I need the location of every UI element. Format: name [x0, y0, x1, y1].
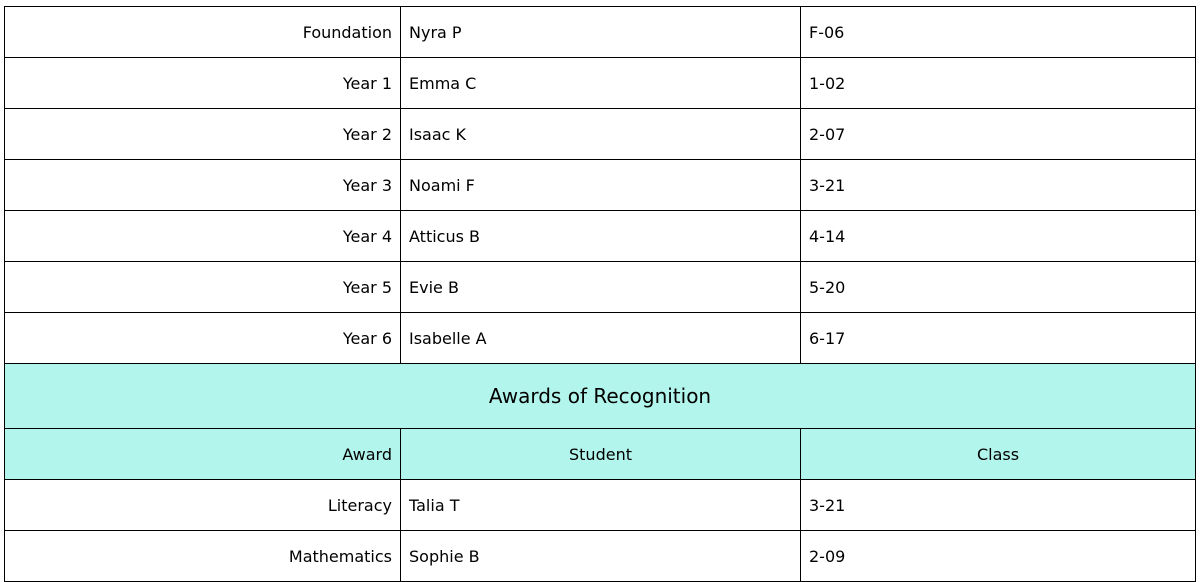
student-column-header: Student — [401, 429, 801, 480]
table-row — [5, 480, 1196, 531]
student-name-cell: Noami F — [401, 160, 801, 211]
award-name-cell: Mathematics — [5, 531, 401, 582]
year-level-cell: Year 5 — [5, 262, 401, 313]
table-row — [5, 7, 1196, 58]
student-name-cell: Isaac K — [401, 109, 801, 160]
table-row — [5, 313, 1196, 364]
student-name-cell: Atticus B — [401, 211, 801, 262]
student-name-cell: Emma C — [401, 58, 801, 109]
table-row — [5, 262, 1196, 313]
year-level-cell: Foundation — [5, 7, 401, 58]
year-level-cell: Year 3 — [5, 160, 401, 211]
awards-table — [4, 6, 1196, 582]
award-name-cell: Literacy — [5, 480, 401, 531]
class-code-cell: 2-07 — [801, 109, 1196, 160]
table-row — [5, 160, 1196, 211]
class-code-cell: 4-14 — [801, 211, 1196, 262]
class-code-cell: 6-17 — [801, 313, 1196, 364]
student-name-cell: Sophie B — [401, 531, 801, 582]
year-level-cell: Year 4 — [5, 211, 401, 262]
section-title-row — [5, 364, 1196, 429]
student-name-cell: Isabelle A — [401, 313, 801, 364]
class-code-cell: F-06 — [801, 7, 1196, 58]
awards-section-title: Awards of Recognition — [5, 364, 1196, 429]
year-level-cell: Year 1 — [5, 58, 401, 109]
class-code-cell: 2-09 — [801, 531, 1196, 582]
class-code-cell: 3-21 — [801, 480, 1196, 531]
awards-header-row — [5, 429, 1196, 480]
table-row — [5, 211, 1196, 262]
table-row — [5, 58, 1196, 109]
class-code-cell: 3-21 — [801, 160, 1196, 211]
award-column-header: Award — [5, 429, 401, 480]
table-row — [5, 531, 1196, 582]
table-row — [5, 109, 1196, 160]
student-name-cell: Evie B — [401, 262, 801, 313]
class-column-header: Class — [801, 429, 1196, 480]
student-name-cell: Talia T — [401, 480, 801, 531]
student-name-cell: Nyra P — [401, 7, 801, 58]
class-code-cell: 1-02 — [801, 58, 1196, 109]
year-level-cell: Year 2 — [5, 109, 401, 160]
year-level-cell: Year 6 — [5, 313, 401, 364]
class-code-cell: 5-20 — [801, 262, 1196, 313]
awards-page — [4, 6, 1195, 582]
